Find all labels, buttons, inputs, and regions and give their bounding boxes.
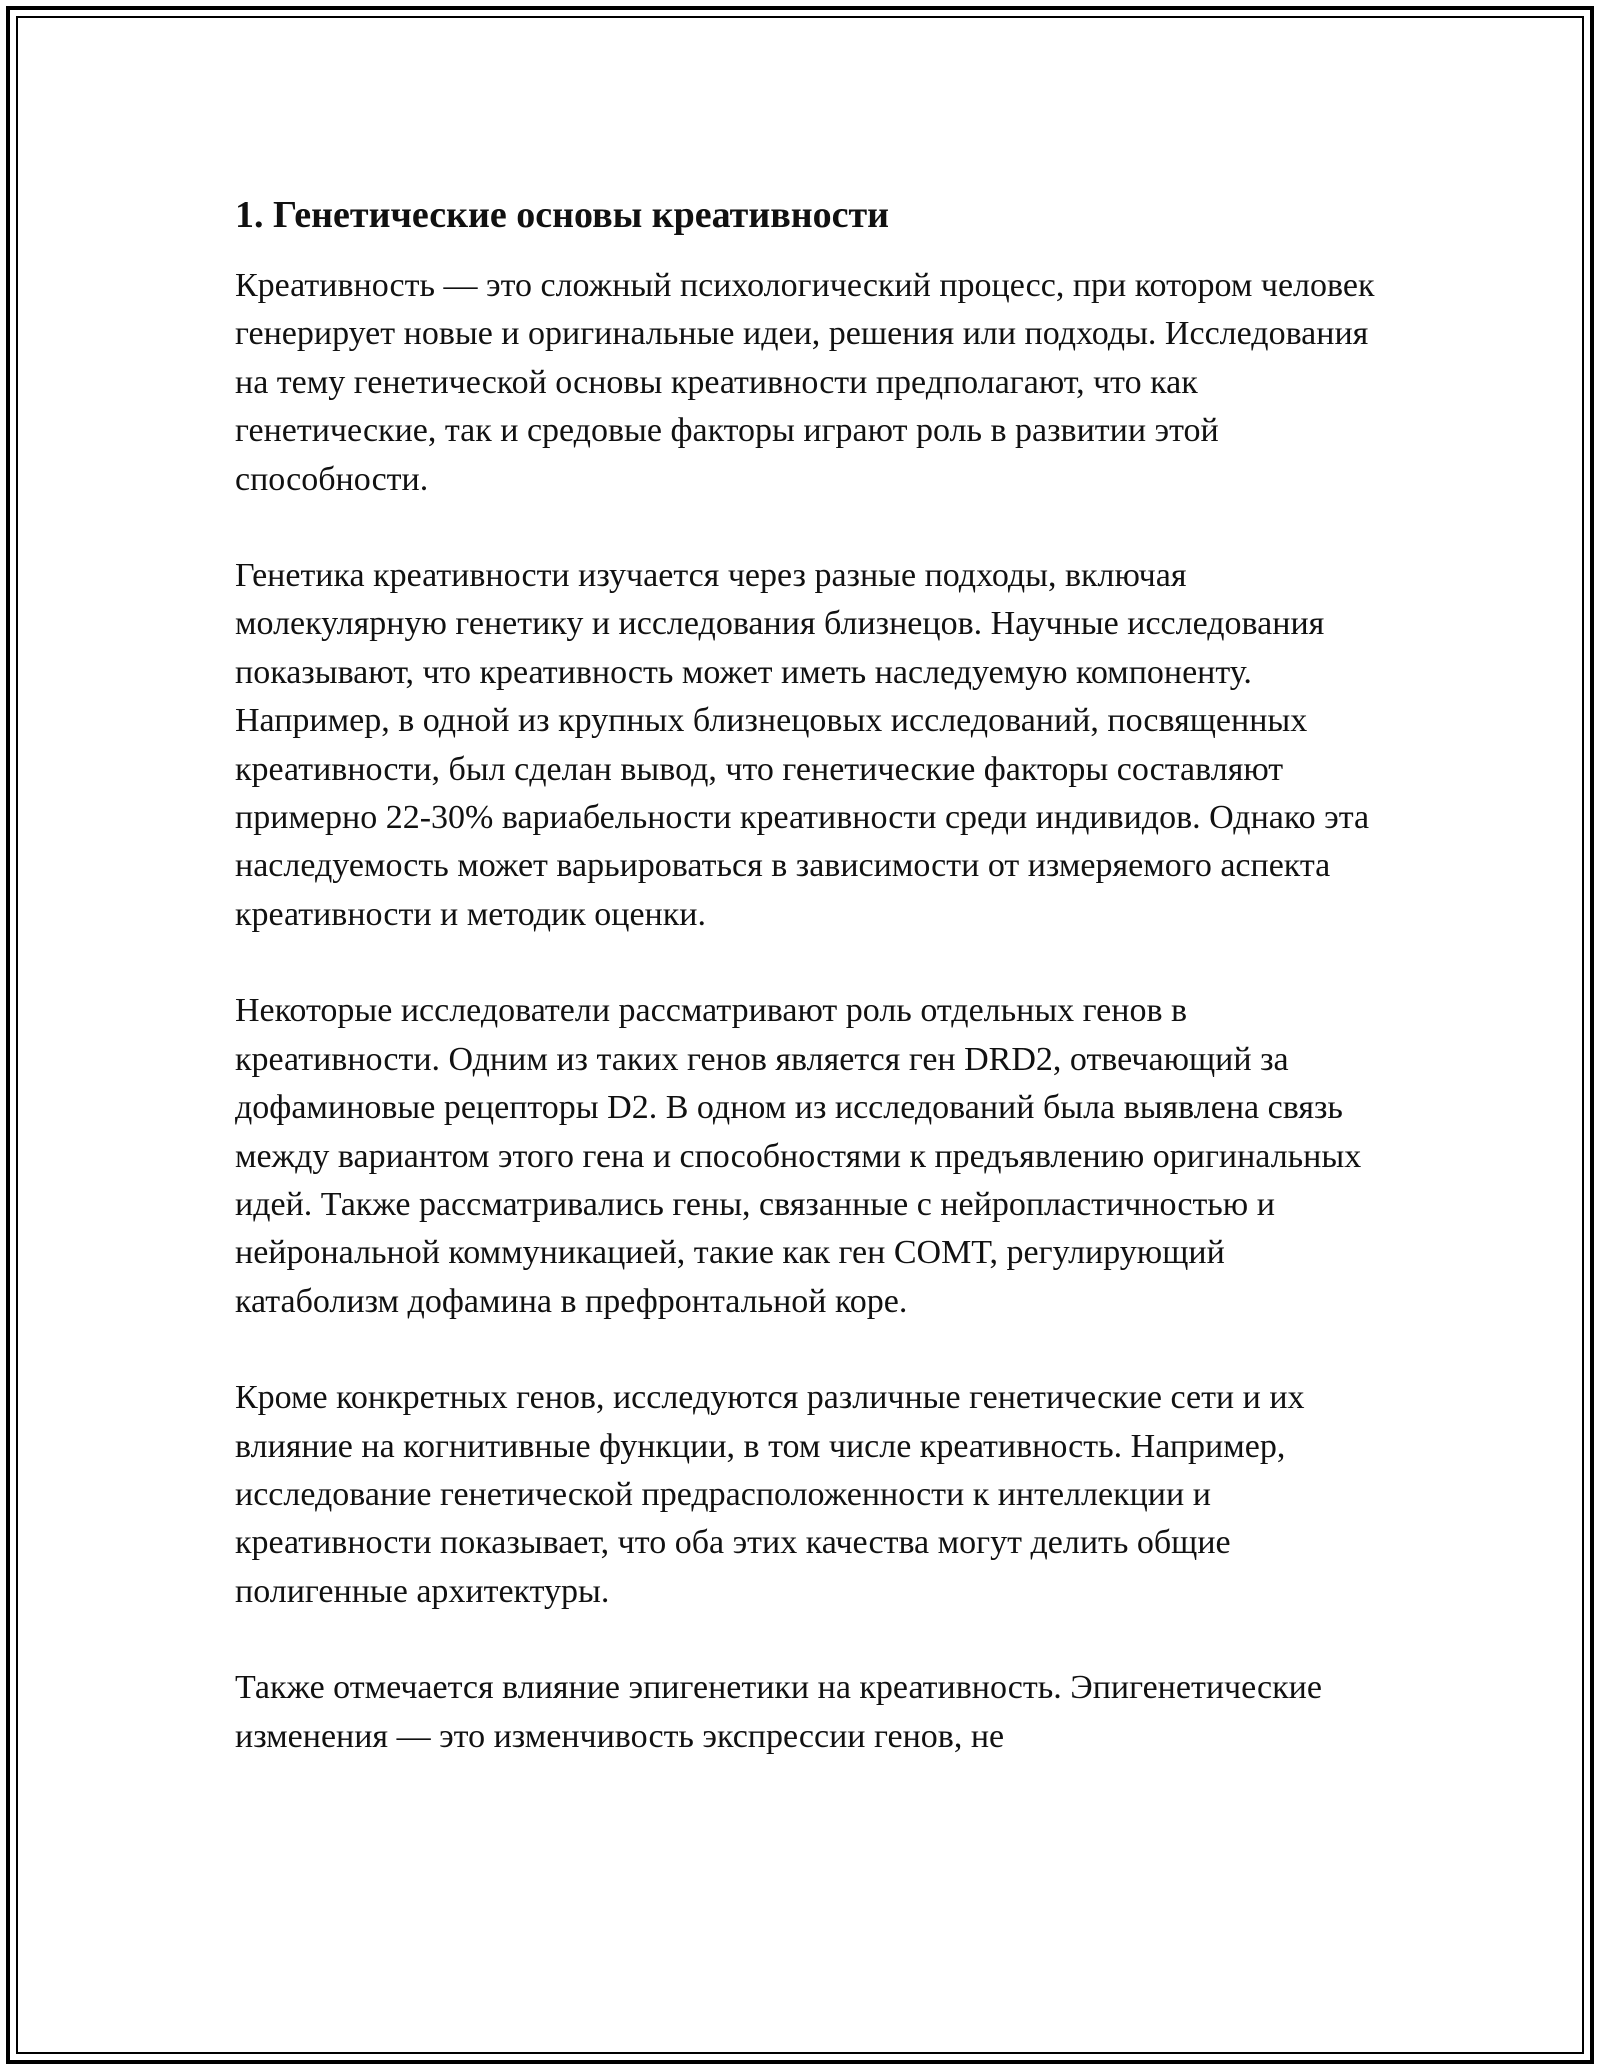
paragraph-genetics-approaches: Генетика креативности изучается через разные подходы, включая молекулярную генетику и исследования близнецов. Научные исследования показывают, что креативность может иметь наследуемую компоненту. Например, в одной из крупных близнецовых исследований, посвященных креативности, был сделан вывод, что генетические факторы составляют примерно 22-30% вариабельности креативности среди индивидов. Однако эта наследуемость может варьироваться в зависимости от измеряемого аспекта креативности и методик оценки.: [235, 557, 1370, 933]
paragraph-genetic-networks: Кроме конкретных генов, исследуются различные генетические сети и их влияние на когнитивные функции, в том числе креативность. Например, исследование генетической предрасположенности к интеллекции и креативности показывает, что оба этих качества могут делить общие полигенные архитектуры.: [235, 1379, 1305, 1610]
section-heading: 1. Генетические основы креативности: [235, 194, 890, 236]
paragraph-epigenetics: Также отмечается влияние эпигенетики на креативность. Эпигенетические изменения — это изменчивость экспрессии генов, не: [235, 1669, 1322, 1755]
paragraph-specific-genes: Некоторые исследователи рассматривают роль отдельных генов в креативности. Одним из таких генов является ген DRD2, отвечающий за дофаминовые рецепторы D2. В одном из исследований была выявлена связь между вариантом этого гена и способностями к предъявлению оригинальных идей. Также рассматривались гены, связанные с нейропластичностью и нейрональной коммуникацией, такие как ген COMT, регулирующий катаболизм дофамина в префронтальной коре.: [235, 992, 1362, 1320]
paragraph-intro: Креативность — это сложный психологический процесс, при котором человек генерирует новые и оригинальные идеи, решения или подходы. Исследования на тему генетической основы креативности предполагают, что как генетические, так и средовые факторы играют роль в развитии этой способности.: [235, 267, 1375, 498]
document-body: [235, 188, 1385, 1809]
